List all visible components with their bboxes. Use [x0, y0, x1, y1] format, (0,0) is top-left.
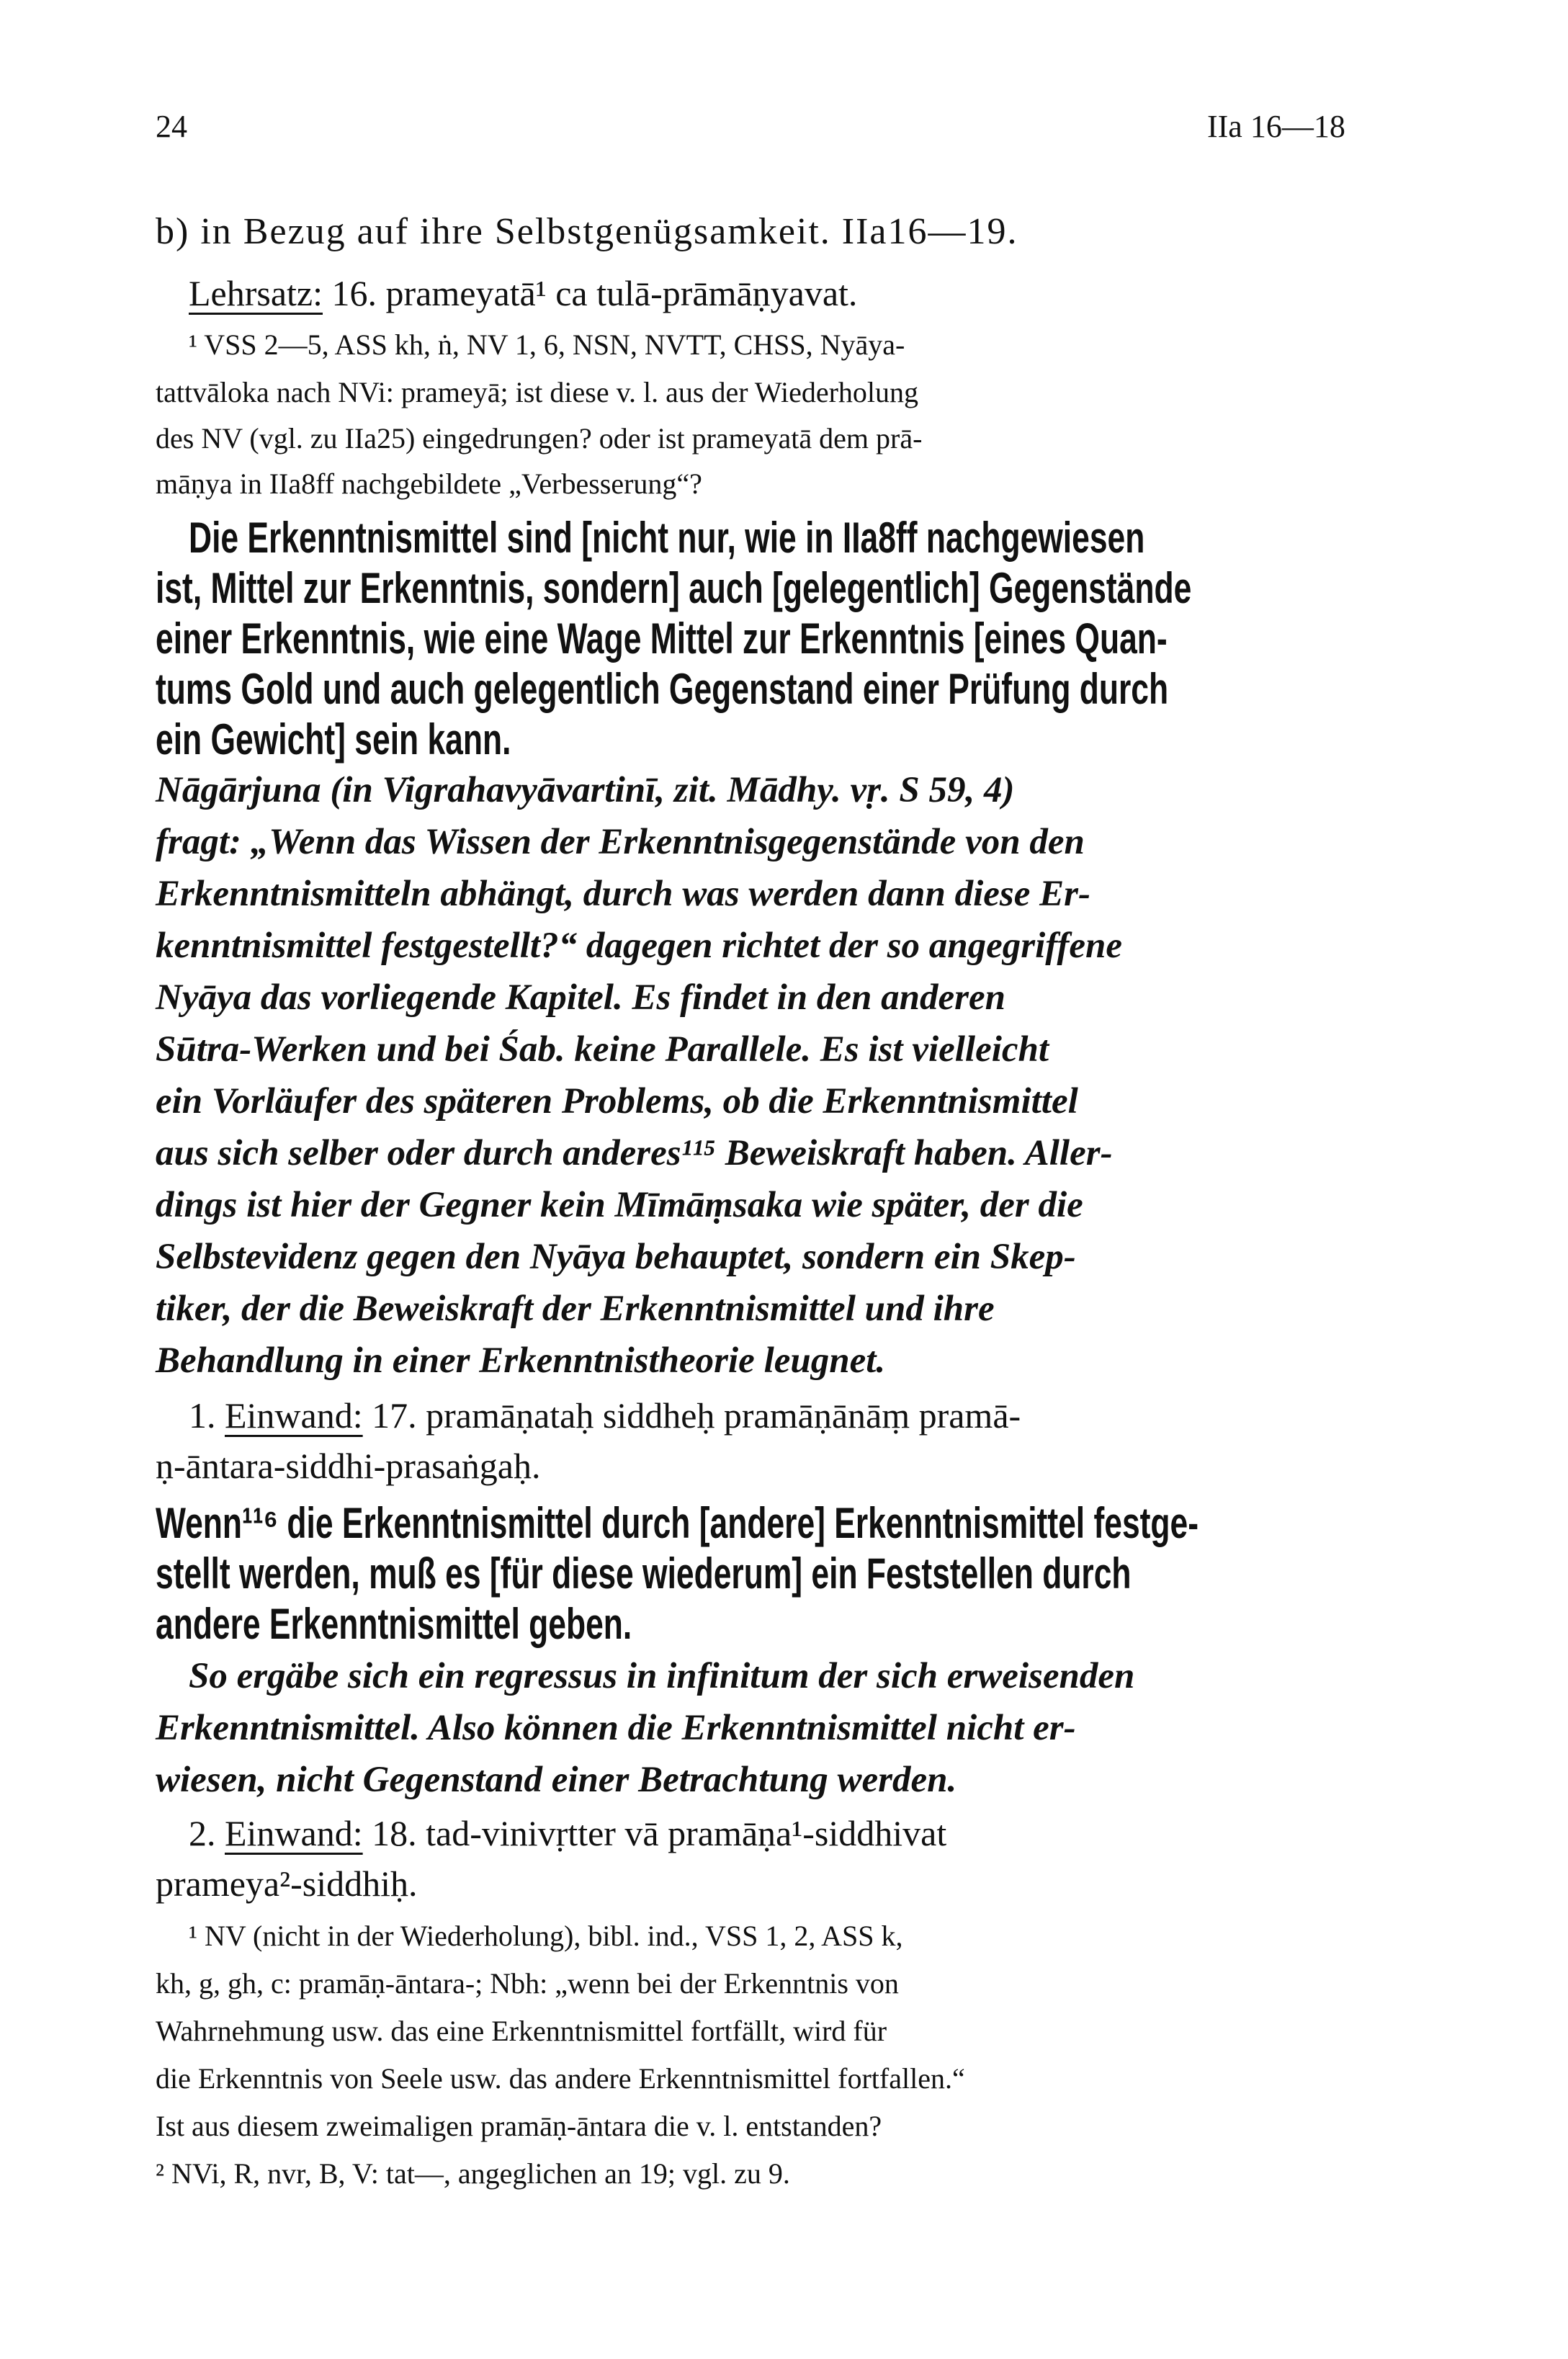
lehrsatz-16: [189, 272, 857, 314]
einwand-1-label: Einwand:: [225, 1395, 363, 1436]
translation-line: Wenn¹¹⁶ die Erkenntnismittel durch [andere] Erkenntnismittel festge-: [156, 1499, 1199, 1547]
einwand-2-number: 2.: [189, 1813, 225, 1853]
translation-line: andere Erkenntnismittel geben.: [156, 1600, 632, 1648]
translation-line: ist, Mittel zur Erkenntnis, sondern] auch [gelegentlich] Gegenstände: [156, 564, 1192, 612]
sutra-17-text: 17. pramāṇataḥ siddheḥ pramāṇānāṃ pramā-: [362, 1395, 1021, 1436]
footnote-line: ¹ NV (nicht in der Wiederholung), bibl. ind., VSS 1, 2, ASS k,: [189, 1920, 903, 1952]
footnote-line: māṇya in IIa8ff nachgebildete „Verbesserung“?: [156, 467, 702, 500]
commentary-line: aus sich selber oder durch anderes¹¹⁵ Beweiskraft haben. Aller-: [156, 1133, 1113, 1173]
commentary-line: Nyāya das vorliegende Kapitel. Es findet in den anderen: [156, 977, 1006, 1018]
sutra-18-text: 18. tad-vinivṛtter vā pramāṇa¹-siddhivat: [362, 1813, 947, 1853]
section-heading: b) in Bezug auf ihre Selbstgenügsamkeit. IIa16—19.: [156, 211, 1018, 252]
footnote-line: die Erkenntnis von Seele usw. das andere Erkenntnismittel fortfallen.“: [156, 2062, 965, 2095]
footnote-line: des NV (vgl. zu IIa25) eingedrungen? oder ist prameyatā dem prā-: [156, 422, 923, 455]
commentary-line: Nāgārjuna (in Vigrahavyāvartinī, zit. Mādhy. vṛ. S 59, 4): [156, 770, 1015, 810]
lehrsatz-label: Lehrsatz:: [189, 273, 323, 313]
footnote-line: Wahrnehmung usw. das eine Erkenntnismittel fortfällt, wird für: [156, 2015, 887, 2047]
footnote-line: kh, g, gh, c: pramāṇ-āntara-; Nbh: „wenn bei der Erkenntnis von: [156, 1967, 899, 2000]
einwand-1-number: 1.: [189, 1395, 225, 1436]
footnote-line: tattvāloka nach NVi: prameyā; ist diese v. l. aus der Wiederholung: [156, 376, 919, 408]
translation-line: stellt werden, muß es [für diese wiederum] ein Feststellen durch: [156, 1549, 1132, 1598]
commentary-line: Erkenntnismitteln abhängt, durch was werden dann diese Er-: [156, 874, 1090, 914]
einwand-1-line-2: ṇ-āntara-siddhi-prasaṅgaḥ.: [156, 1446, 541, 1486]
einwand-2-label: Einwand:: [225, 1813, 363, 1853]
commentary-line: kenntnismittel festgestellt?“ dagegen richtet der so angegriffene: [156, 926, 1122, 966]
einwand-2-line-1: [189, 1812, 946, 1854]
commentary-line: Erkenntnismittel. Also können die Erkenntnismittel nicht er-: [156, 1708, 1076, 1748]
section-reference: IIa 16—18: [1207, 109, 1345, 144]
page-number: 24: [156, 109, 187, 144]
translation-line: ein Gewicht] sein kann.: [156, 715, 511, 764]
commentary-line: Selbstevidenz gegen den Nyāya behauptet, sondern ein Skep-: [156, 1237, 1076, 1277]
commentary-line: Behandlung in einer Erkenntnistheorie leugnet.: [156, 1340, 886, 1381]
commentary-line: fragt: „Wenn das Wissen der Erkenntnisgegenstände von den: [156, 822, 1085, 862]
footnote-line: ¹ VSS 2—5, ASS kh, ṅ, NV 1, 6, NSN, NVTT, CHSS, Nyāya-: [189, 328, 905, 361]
translation-line: einer Erkenntnis, wie eine Wage Mittel zur Erkenntnis [eines Quan-: [156, 614, 1168, 663]
translation-line: Die Erkenntnismittel sind [nicht nur, wie in IIa8ff nachgewiesen: [189, 514, 1145, 562]
footnote-line: Ist aus diesem zweimaligen pramāṇ-āntara die v. l. entstanden?: [156, 2110, 882, 2142]
einwand-2-line-2: prameya²-siddhiḥ.: [156, 1863, 418, 1904]
translation-line: tums Gold und auch gelegentlich Gegenstand einer Prüfung durch: [156, 665, 1169, 713]
commentary-line: dings ist hier der Gegner kein Mīmāṃsaka wie später, der die: [156, 1185, 1083, 1225]
commentary-line: wiesen, nicht Gegenstand einer Betrachtung werden.: [156, 1760, 957, 1800]
footnote-line: ² NVi, R, nvr, B, V: tat—, angeglichen an 19; vgl. zu 9.: [156, 2157, 790, 2190]
commentary-line: tiker, der die Beweiskraft der Erkenntnismittel und ihre: [156, 1289, 995, 1329]
commentary-line: Sūtra-Werken und bei Śab. keine Parallele. Es ist vielleicht: [156, 1029, 1049, 1070]
einwand-1-line-1: [189, 1395, 1021, 1436]
sutra-16-text: 16. prameyatā¹ ca tulā-prāmāṇyavat.: [323, 273, 858, 313]
commentary-line: So ergäbe sich ein regressus in infinitum der sich erweisenden: [189, 1656, 1135, 1696]
commentary-line: ein Vorläufer des späteren Problems, ob die Erkenntnismittel: [156, 1081, 1078, 1122]
